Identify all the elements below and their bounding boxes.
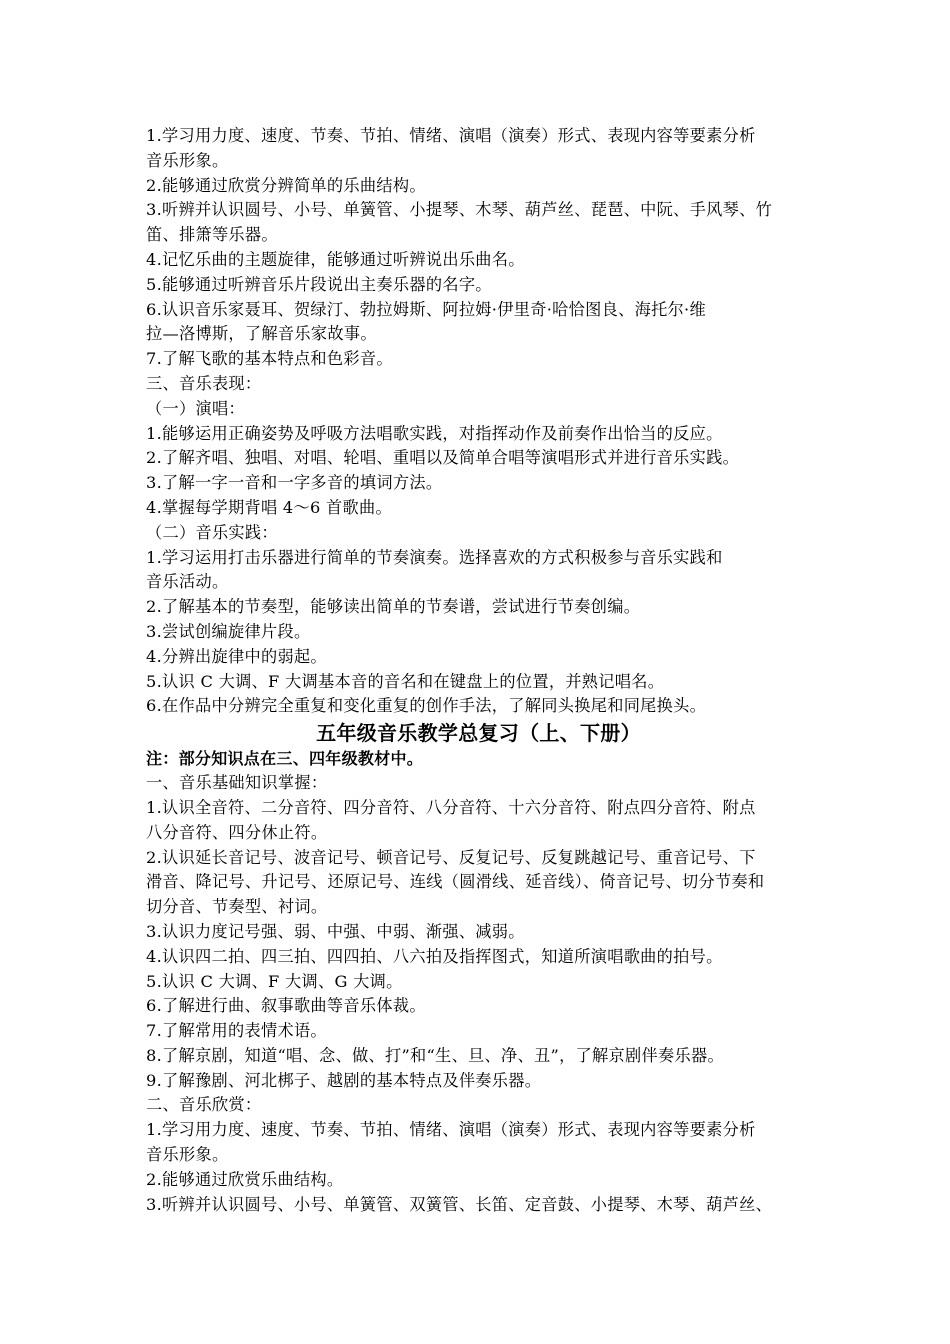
document-page [146,124,811,1217]
section-heading: 一、音乐基础知识掌握： [146,773,328,793]
text-line: 1.学习用力度、速度、节奏、节拍、情绪、演唱（演奏）形式、表现内容等要素分析 [146,1120,756,1140]
section-heading: 三、音乐表现： [146,373,262,393]
text-line: 4.认识四二拍、四三拍、四四拍、八六拍及指挥图式，知道所演唱歌曲的拍号。 [146,946,723,966]
text-line: 7.了解常用的表情术语。 [146,1021,327,1041]
text-line: 音乐形象。 [146,1145,229,1165]
text-line: 2.能够通过欣赏分辨简单的乐曲结构。 [146,175,426,195]
text-line: 2.了解基本的节奏型，能够读出简单的节奏谱，尝试进行节奏创编。 [146,597,641,617]
text-line: 4.掌握每学期背唱 4～6 首歌曲。 [146,497,392,517]
text-line: 3.了解一字一音和一字多音的填词方法。 [146,473,443,493]
section-heading: 二、音乐欣赏： [146,1095,262,1115]
text-line: 拉—洛博斯，了解音乐家故事。 [146,324,377,344]
text-line: 2.能够通过欣赏乐曲结构。 [146,1169,344,1189]
text-line: 6.了解进行曲、叙事歌曲等音乐体裁。 [146,996,426,1016]
text-line: 6.在作品中分辨完全重复和变化重复的创作手法，了解同头换尾和同尾换头。 [146,696,707,716]
text-line: 3.听辨并认识圆号、小号、单簧管、双簧管、长笛、定音鼓、小提琴、木琴、葫芦丝、 [146,1194,773,1214]
text-line: 8.了解京剧，知道“唱、念、做、打”和“生、旦、净、丑”，了解京剧伴奏乐器。 [146,1045,724,1065]
text-line: 3.认识力度记号强、弱、中强、中弱、渐强、减弱。 [146,921,525,941]
text-line: 4.记忆乐曲的主题旋律，能够通过听辨说出乐曲名。 [146,249,525,269]
text-line: 音乐形象。 [146,150,229,170]
text-line: 1.学习用力度、速度、节奏、节拍、情绪、演唱（演奏）形式、表现内容等要素分析 [146,126,756,145]
text-line: 滑音、降记号、升记号、还原记号、连线（圆滑线、延音线）、倚音记号、切分节奏和 [146,872,765,892]
text-line: 9.了解豫剧、河北梆子、越剧的基本特点及伴奏乐器。 [146,1070,542,1090]
section-top [146,124,811,719]
text-line: 4.分辨出旋律中的弱起。 [146,646,327,666]
subsection-heading: （一）演唱： [146,398,245,418]
text-line: 3.听辨并认识圆号、小号、单簧管、小提琴、木琴、葫芦丝、琵琶、中阮、手风琴、竹 [146,200,773,220]
text-line: 2.了解齐唱、独唱、对唱、轮唱、重唱以及简单合唱等演唱形式并进行音乐实践。 [146,448,740,468]
text-line: 5.能够通过听辨音乐片段说出主奏乐器的名字。 [146,274,492,294]
text-line: 1.能够运用正确姿势及呼吸方法唱歌实践，对指挥动作及前奏作出恰当的反应。 [146,423,723,443]
note-line: 注：部分知识点在三、四年级教材中。 [146,749,424,769]
text-line: 1.学习运用打击乐器进行简单的节奏演奏。选择喜欢的方式积极参与音乐实践和 [146,547,723,567]
section-bottom [146,771,811,1217]
text-line: 音乐活动。 [146,572,229,592]
text-line: 3.尝试创编旋律片段。 [146,621,311,641]
text-line: 笛、排箫等乐器。 [146,225,278,245]
text-line: 1.认识全音符、二分音符、四分音符、八分音符、十六分音符、附点四分音符、附点 [146,797,756,817]
text-line: 八分音符、四分休止符。 [146,822,328,842]
text-line: 5.认识 C 大调、F 大调、G 大调。 [146,971,403,991]
text-line: 5.认识 C 大调、F 大调基本音的音名和在键盘上的位置，并熟记唱名。 [146,671,665,691]
text-line: 切分音、节奏型、衬词。 [146,897,328,917]
subsection-heading: （二）音乐实践： [146,522,278,542]
page-title: 五年级音乐教学总复习（上、下册） [316,721,641,746]
text-line: 7.了解飞歌的基本特点和色彩音。 [146,349,393,369]
text-line: 6.认识音乐家聂耳、贺绿汀、勃拉姆斯、阿拉姆·伊里奇·哈恰图良、海托尔·维 [146,299,706,319]
text-line: 2.认识延长音记号、波音记号、顿音记号、反复记号、反复跳越记号、重音记号、下 [146,847,756,867]
